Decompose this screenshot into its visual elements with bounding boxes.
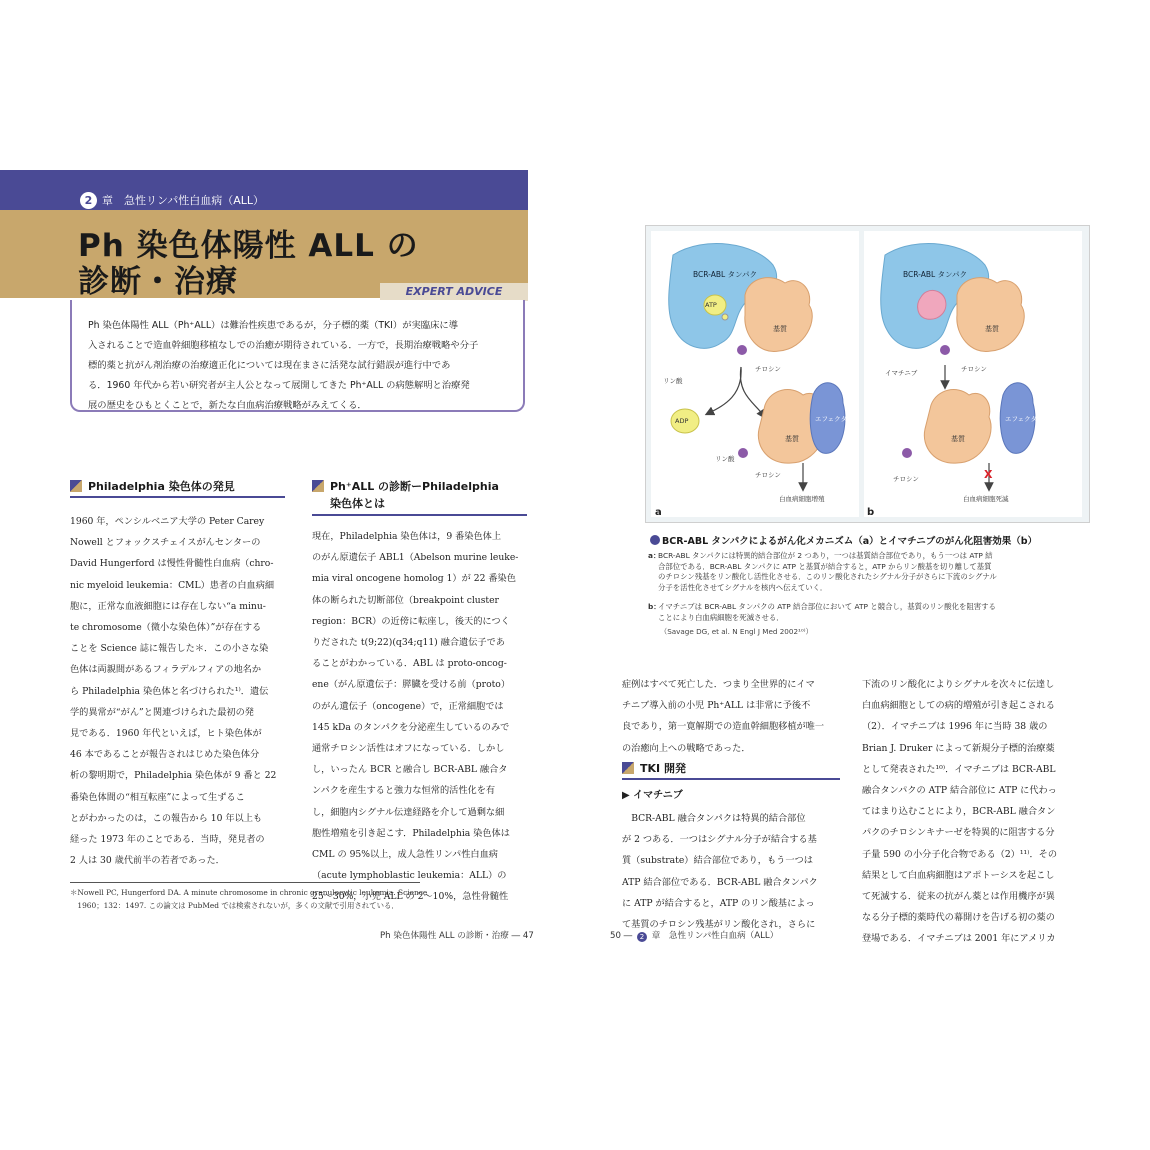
caption-reference: （Savage DG, et al. N Engl J Med 2002¹⁰⁾） <box>660 627 813 636</box>
body-line: Nowell とフォックスチェイスがんセンターの <box>70 537 261 549</box>
body-line: BCR-ABL 融合タンパクは特異的結合部位 <box>631 813 806 824</box>
fig-b-effector-label: エフェクター <box>1005 415 1044 423</box>
fig-b-tyrosine-label: チロシン <box>961 365 987 373</box>
body-line: 融合タンパクの ATP 結合部位に ATP に代わっ <box>862 785 1057 797</box>
substrate-shape <box>924 390 991 464</box>
footnote-line: 1960；132：1497. この論文は PubMed では検索されないが，多くの文献で引用されている． <box>70 901 399 910</box>
body-line: （acute lymphoblastic leukemia：ALL）の <box>312 870 507 882</box>
folio-chapter-text: 章 急性リンパ性白血病（ALL） <box>651 931 779 941</box>
body-line: 質（substrate）結合部位であり，もう一つは <box>622 855 813 867</box>
body-line: の治癒向上への戦略であった． <box>622 742 751 754</box>
body-line: ることがわかっている．ABL は proto-oncog- <box>312 658 507 670</box>
right-col1-body <box>622 674 840 759</box>
substrate-shape <box>745 278 812 352</box>
folio-right: 50 ― 2 章 急性リンパ性白血病（ALL） <box>610 931 779 941</box>
body-line: 胞に，正常な血液細胞には存在しない“a minu- <box>70 600 266 612</box>
body-line: 1960 年，ペンシルベニア大学の Peter Carey <box>70 516 265 527</box>
body-line: に ATP が結合すると，ATP のリン酸基によっ <box>622 897 815 909</box>
expert-advice-badge: EXPERT ADVICE <box>380 283 528 301</box>
body-line: 良であり，第一寛解期での造血幹細胞移植が唯一 <box>622 721 825 733</box>
chapter-label: 章 急性リンパ性白血病（ALL） <box>102 194 265 207</box>
fig-b-protein-label: BCR-ABL タンパク <box>903 270 968 279</box>
footnote <box>70 886 490 912</box>
body-line: 現在，Philadelphia 染色体は，9 番染色体上 <box>312 531 502 542</box>
section-icon <box>312 480 324 492</box>
body-line: 25〜30%，小児 ALL の 2〜10%，急性骨髄性 <box>312 891 509 903</box>
body-line: 46 本であることが報告されはじめた染色体分 <box>70 749 260 761</box>
page-title-line1: Ph 染色体陽性 ALL の <box>78 228 419 264</box>
body-line: チニブ導入前の小児 Ph⁺ALL は非常に予後不 <box>622 700 811 712</box>
fig-a-protein-label: BCR-ABL タンパク <box>693 270 758 279</box>
body-line: 症例はすべて死亡した．つまり全世界的にイマ <box>622 679 815 690</box>
substrate-shape <box>957 278 1024 352</box>
fig-a-tyrosine2-label: チロシン <box>755 471 781 479</box>
tki-rule <box>622 778 840 780</box>
body-line: region：BCR）の近傍に転座し，後天的につく <box>312 615 510 627</box>
section2-body <box>312 526 527 908</box>
lead-line: Ph 染色体陽性 ALL（Ph⁺ALL）は難治性疾患であるが，分子標的薬（TKI）が実臨床に導 <box>88 320 458 331</box>
body-line: ene（がん原遺伝子：膵臓を受ける前（proto） <box>312 679 511 691</box>
tyrosine-dot <box>902 448 912 458</box>
body-line: し，いったん BCR と融合し BCR-ABL 融合タ <box>312 764 508 776</box>
caption-line: のチロシン残基をリン酸化し活性化させる．このリン酸化されたシグナル分子がさらに下流のシグナル <box>658 572 997 581</box>
caption-line: 合部位である．BCR-ABL タンパクに ATP と基質が結合すると，ATP からリン酸基を切り離して基質 <box>658 561 992 571</box>
tyrosine-dot <box>940 345 950 355</box>
section1-heading: Philadelphia 染色体の発見 <box>88 480 235 493</box>
body-line: David Hungerford は慢性骨髄性白血病（chro- <box>70 558 274 570</box>
body-line: てはまり込むことにより，BCR-ABL 融合タン <box>862 806 1056 818</box>
fig-b-substrate-label: 基質 <box>985 325 999 333</box>
figure-caption-title <box>648 533 1037 547</box>
caption-title-text: BCR-ABL タンパクによるがん化メカニズム（a）とイマチニブのがん化阻害効果（b） <box>662 536 1038 547</box>
body-line: りだされた t(9;22)(q34;q11) 融合遺伝子であ <box>312 637 505 649</box>
fig-a-result-label: 白血病細胞増殖 <box>779 495 825 503</box>
figure-diagram <box>645 225 1090 523</box>
body-line: とがわかったのは，この報告から 10 年以上も <box>70 812 263 824</box>
tki-heading: TKI 開発 <box>640 762 686 775</box>
body-line: 析の黎明期で，Philadelphia 染色体が 9 番と 22 <box>70 770 277 782</box>
page-title-line2: 診断・治療 <box>78 264 238 300</box>
body-line: 白血病細胞としての病的増殖が引き起こされる <box>862 700 1055 712</box>
right-col1b-body <box>622 808 840 935</box>
body-line: 経った 1973 年のことである．当時，発見者の <box>70 834 265 846</box>
right-col2-body <box>862 674 1086 950</box>
lead-text <box>88 316 508 416</box>
body-line: て基質のチロシン残基がリン酸化され，さらに <box>622 919 816 931</box>
body-line: 番染色体間の“相互転座”によって生ずるこ <box>70 791 245 803</box>
body-line: Brian J. Druker によって新規分子標的治療薬 <box>862 742 1055 754</box>
body-line: なる分子標的薬時代の幕開けを告げる初の薬の <box>862 912 1055 924</box>
caption-line: BCR-ABL タンパクには特異的結合部位が 2 つあり，一つは基質結合部位であり，もう一つは ATP 結 <box>658 551 993 560</box>
body-line: ンパクを産生すると強力な恒常的活性化を有 <box>312 785 496 797</box>
section2-heading <box>330 478 499 512</box>
caption-b-mark: b： <box>648 602 661 611</box>
tyrosine-dot <box>738 448 748 458</box>
body-line: 子量 590 の小分子化合物である（2）¹¹⁾．その <box>862 848 1058 860</box>
folio-left: Ph 染色体陽性 ALL の診断・治療 ― 47 <box>380 931 534 941</box>
body-line: 胞性増殖を引き起こす．Philadelphia 染色体は <box>312 827 510 839</box>
section1-body <box>70 511 285 871</box>
lead-line: 標的薬と抗がん剤治療の治療適正化については現在まさに活発な試行錯誤が進行中であ <box>88 360 451 371</box>
fig-b-result-label: 白血病細胞死滅 <box>963 495 1009 503</box>
section-icon <box>622 762 634 774</box>
body-line: が 2 つある．一つはシグナル分子が結合する基 <box>622 834 817 846</box>
caption-a <box>648 551 1088 593</box>
footnote-rule <box>70 882 420 883</box>
body-line: 通常チロシン活性はオフになっている．しかし <box>312 743 505 755</box>
section2-rule <box>312 514 527 516</box>
lead-line: 入されることで造血幹細胞移植なしでの治癒が期待されている．一方で，長期治療戦略や分子 <box>88 340 479 351</box>
body-line: ATP 結合部位である．BCR-ABL 融合タンパク <box>622 876 818 888</box>
fig-b-tyrosine2-label: チロシン <box>893 475 919 483</box>
body-line: ことを Science 誌に報告した＊．この小さな染 <box>70 643 269 655</box>
body-line: て死滅する．従来の抗がん薬とは作用機序が異 <box>862 891 1055 903</box>
body-line: 登場である．イマチニブは 2001 年にアメリカ <box>862 933 1056 945</box>
fig-a-letter: a <box>655 507 662 518</box>
fig-a-phosphate2-label: リン酸 <box>715 455 735 463</box>
fig-b-substrate2-label: 基質 <box>951 435 965 443</box>
body-line: 学的異常が“がん”と関連づけられた最初の発 <box>70 706 254 718</box>
fig-b-imatinib-label: イマチニブ <box>885 369 918 377</box>
caption-line: 分子を活性化させてシグナルを核内へ伝えていく． <box>658 582 828 592</box>
body-line: のがん遺伝子（oncogene）で，正常細胞では <box>312 700 504 712</box>
page-number: 50 <box>610 931 621 941</box>
body-line: mia viral oncogene homolog 1）が 22 番染色 <box>312 573 516 585</box>
section-icon <box>70 480 82 492</box>
fig-a-adp-label: ADP <box>675 417 689 425</box>
body-line: のがん原遺伝子 ABL1（Abelson murine leuke- <box>312 552 519 564</box>
fig-a-atp-label: ATP <box>705 301 717 309</box>
body-line: 色体は両親間があるフィラデルフィアの地名か <box>70 664 262 676</box>
fig-a-phosphate-label: リン酸 <box>663 377 683 385</box>
lead-line: 展の歴史をひもとくことで，新たな白血病治療戦略がみえてくる． <box>88 400 367 411</box>
body-line: 体の断られた切断部位（breakpoint cluster <box>312 594 499 606</box>
figure-number-badge <box>650 535 660 545</box>
body-line: ら Philadelphia 染色体と名づけられた¹⁾．遺伝 <box>70 685 269 697</box>
body-line: 145 kDa のタンパクを分泌産生しているのみで <box>312 721 510 733</box>
imatinib-heading: ▶ イマチニブ <box>622 790 683 801</box>
body-line: パクのチロシンキナーゼを特異的に阻害する分 <box>862 827 1055 839</box>
body-line: nic myeloid leukemia：CML）患者の白血病細 <box>70 579 275 591</box>
fig-b-letter: b <box>867 507 875 518</box>
fig-a-substrate2-label: 基質 <box>785 435 799 443</box>
section2-heading-line1: Ph⁺ALL の診断ーPhiladelphia <box>330 480 499 493</box>
caption-a-mark: a： <box>648 551 661 560</box>
caption-line: イマチニブは BCR-ABL タンパクの ATP 結合部位において ATP と競合し，基質のリン酸化を阻害する <box>658 602 996 611</box>
fig-a-tyrosine-label: チロシン <box>755 365 781 373</box>
body-line: 見である．1960 年代といえば，ヒト染色体が <box>70 728 262 740</box>
body-line: CML の 95%以上，成人急性リンパ性白血病 <box>312 849 498 861</box>
section1-rule <box>70 496 285 498</box>
phosphate-dot <box>722 314 728 320</box>
reaction-arrow <box>740 367 763 415</box>
tyrosine-dot <box>737 345 747 355</box>
body-line: 下流のリン酸化によりシグナルを次々に伝達し <box>862 679 1055 690</box>
blocked-mark: X <box>984 468 993 481</box>
fig-a-substrate-label: 基質 <box>773 325 787 333</box>
section2-heading-line2: 染色体とは <box>330 497 385 510</box>
footnote-line: ＊Nowell PC, Hungerford DA. A minute chromosome in chronic granulocytic leukemia. Science <box>70 888 428 897</box>
caption-line: ことにより白血病細胞を死滅させる． <box>658 612 784 622</box>
body-line: （2）．イマチニブは 1996 年に当時 38 歳の <box>862 721 1048 733</box>
caption-b <box>648 602 1088 623</box>
folio-chapter-badge: 2 <box>637 932 647 942</box>
chapter-number-badge: 2 <box>80 192 97 209</box>
body-line: te chromosome（微小な染色体）”が存在する <box>70 622 262 634</box>
body-line: し，細胞内シグナル伝達経路を介して過剰な細 <box>312 806 505 818</box>
body-line: 2 人は 30 歳代前半の若者であった． <box>70 855 225 867</box>
reaction-arrow <box>709 367 741 413</box>
lead-line: る．1960 年代から若い研究者が主人公となって展開してきた Ph⁺ALL の病態解明と治療発 <box>88 380 470 391</box>
fig-a-effector-label: エフェクター <box>815 415 854 423</box>
body-line: 結果として白血病細胞はアポトーシスを起こし <box>862 869 1055 881</box>
body-line: として発表された¹⁰⁾．イマチニブは BCR-ABL <box>862 763 1056 775</box>
